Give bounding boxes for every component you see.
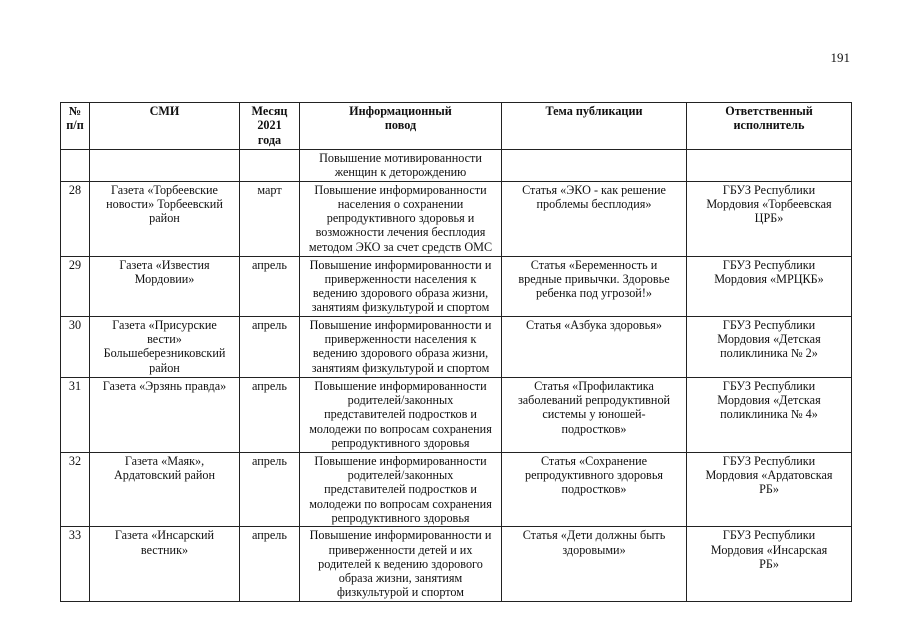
cell-media xyxy=(90,150,240,182)
cell-month: апрель xyxy=(240,316,300,377)
header-reason: Информационный повод xyxy=(300,103,502,150)
cell-executor: ГБУЗ Республики Мордовия «Ардатовская РБ» xyxy=(687,452,852,526)
header-media: СМИ xyxy=(90,103,240,150)
cell-reason: Повышение информированности и приверженности населения к ведению здорового образа жизни, занятиям физкультурой и спортом xyxy=(300,256,502,316)
cell-topic: Статья «Беременность и вредные привычки. Здоровье ребенка под угрозой!» xyxy=(502,256,687,316)
header-month: Месяц 2021 года xyxy=(240,103,300,150)
cell-num: 30 xyxy=(61,316,90,377)
cell-month: апрель xyxy=(240,452,300,526)
table-row xyxy=(61,181,852,256)
media-plan-table xyxy=(60,102,852,602)
cell-media: Газета «Маяк», Ардатовский район xyxy=(90,452,240,526)
cell-month: апрель xyxy=(240,256,300,316)
cell-executor: ГБУЗ Республики Мордовия «Детская поликлиника № 2» xyxy=(687,316,852,377)
cell-month: апрель xyxy=(240,377,300,452)
cell-num: 29 xyxy=(61,256,90,316)
table-row xyxy=(61,256,852,316)
cell-executor: ГБУЗ Республики Мордовия «Инсарская РБ» xyxy=(687,527,852,602)
table-row xyxy=(61,150,852,182)
cell-reason: Повышение информированности родителей/законных представителей подростков и молодежи по вопросам сохранения репродуктивного здоровья xyxy=(300,452,502,526)
cell-topic xyxy=(502,150,687,182)
cell-num: 32 xyxy=(61,452,90,526)
cell-reason: Повышение информированности и приверженности населения к ведению здорового образа жизни, занятиям физкультурой и спортом xyxy=(300,316,502,377)
cell-reason: Повышение информированности и приверженности детей и их родителей к ведению здорового образа жизни, занятиям физкультурой и спортом xyxy=(300,527,502,602)
cell-num xyxy=(61,150,90,182)
cell-month xyxy=(240,150,300,182)
table-body xyxy=(61,150,852,602)
cell-executor: ГБУЗ Республики Мордовия «Детская поликлиника № 4» xyxy=(687,377,852,452)
cell-topic: Статья «Сохранение репродуктивного здоровья подростков» xyxy=(502,452,687,526)
cell-reason: Повышение мотивированности женщин к деторождению xyxy=(300,150,502,182)
header-executor: Ответственный исполнитель xyxy=(687,103,852,150)
cell-media: Газета «Торбеевские новости» Торбеевский район xyxy=(90,181,240,256)
header-topic: Тема публикации xyxy=(502,103,687,150)
cell-topic: Статья «Дети должны быть здоровыми» xyxy=(502,527,687,602)
page-number: 191 xyxy=(830,50,850,65)
cell-month: март xyxy=(240,181,300,256)
cell-media: Газета «Инсарский вестник» xyxy=(90,527,240,602)
header-num: № п/п xyxy=(61,103,90,150)
cell-executor xyxy=(687,150,852,182)
cell-media: Газета «Известия Мордовии» xyxy=(90,256,240,316)
table-row xyxy=(61,377,852,452)
cell-media: Газета «Эрзянь правда» xyxy=(90,377,240,452)
header-row xyxy=(61,103,852,150)
cell-num: 33 xyxy=(61,527,90,602)
table-row xyxy=(61,316,852,377)
cell-executor: ГБУЗ Республики Мордовия «МРЦКБ» xyxy=(687,256,852,316)
cell-month: апрель xyxy=(240,527,300,602)
table-row xyxy=(61,452,852,526)
cell-reason: Повышение информированности родителей/законных представителей подростков и молодежи по вопросам сохранения репродуктивного здоровья xyxy=(300,377,502,452)
cell-media: Газета «Присурские вести» Большеберезниковский район xyxy=(90,316,240,377)
cell-topic: Статья «Азбука здоровья» xyxy=(502,316,687,377)
cell-num: 28 xyxy=(61,181,90,256)
cell-topic: Статья «Профилактика заболеваний репродуктивной системы у юношей- подростков» xyxy=(502,377,687,452)
table-row xyxy=(61,527,852,602)
table-header xyxy=(61,103,852,150)
cell-reason: Повышение информированности населения о сохранении репродуктивного здоровья и возможности лечения бесплодия методом ЭКО за счет средств ОМС xyxy=(300,181,502,256)
cell-executor: ГБУЗ Республики Мордовия «Торбеевская ЦРБ» xyxy=(687,181,852,256)
cell-num: 31 xyxy=(61,377,90,452)
cell-topic: Статья «ЭКО - как решение проблемы бесплодия» xyxy=(502,181,687,256)
